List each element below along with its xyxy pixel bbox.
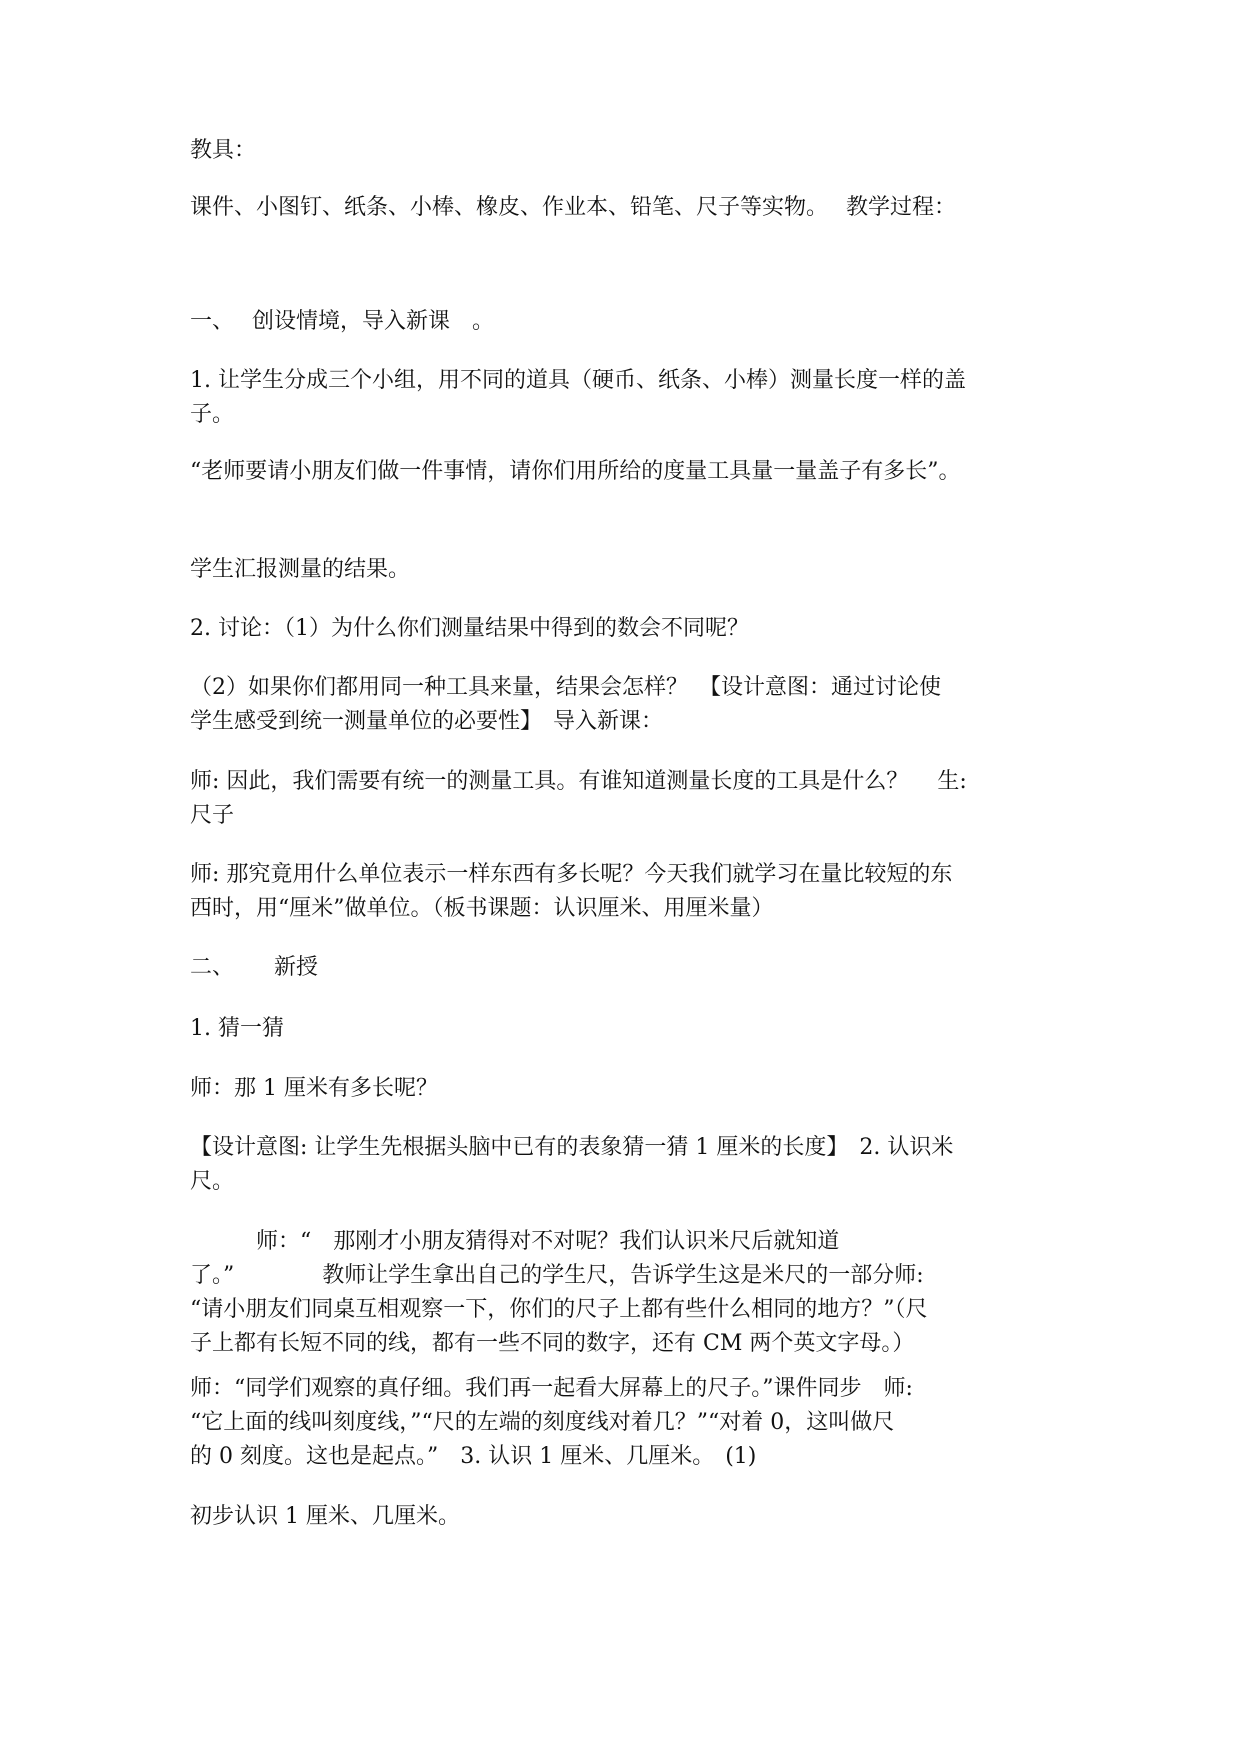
paragraph-one-cm-question [190,1072,1070,1106]
paragraph-design-intent [190,1131,1070,1199]
text-line: 子。 [190,402,235,427]
paragraph-step-1 [190,364,1070,432]
paragraph-teacher-unit [190,858,1070,926]
text-line: 尺子 [190,803,235,828]
text-line: 尺。 [190,1169,235,1194]
paragraph-initial-recognition [190,1500,1070,1534]
text-line: 师：那 1 厘米有多长呢？ [190,1076,438,1101]
text-line: 师: 因此，我们需要有统一的测量工具。有谁知道测量长度的工具是什么？ 生: [190,769,967,794]
text-line: “老师要请小朋友们做一件事情，请你们用所给的度量工具量一量盖子有多长”。 [190,459,961,484]
text-line: 初步认识 1 厘米、几厘米。 [190,1504,460,1529]
paragraph-teaching-aids-heading [190,134,1070,168]
text-line: 1. 猜一猜 [190,1016,284,1041]
section-heading-1 [190,305,1070,339]
text-line: 2. 讨论：（1）为什么你们测量结果中得到的数会不同呢？ [190,616,749,641]
paragraph-teacher-tools [190,765,1070,833]
text-line: （2）如果你们都用同一种工具来量，结果会怎样？ 【设计意图：通过讨论使 [190,675,941,700]
text-line: “它上面的线叫刻度线，”“尺的左端的刻度线对着几？”“对着 0，这叫做尺 [190,1410,895,1435]
text-line: 学生汇报测量的结果。 [190,557,411,582]
text-line: 二、 新授 [190,955,318,980]
section-heading-2 [190,951,1070,985]
text-line: 教具： [190,138,257,163]
paragraph-teaching-aids-list [190,191,1070,225]
text-line: 子上都有长短不同的线，都有一些不同的数字，还有 CM 两个英文字母。） [190,1331,915,1356]
text-line: 西时，用“厘米”做单位。（板书课题：认识厘米、用厘米量） [190,896,774,921]
text-line: 师：“同学们观察的真仔细。我们再一起看大屏幕上的尺子。”课件同步 师: [190,1376,913,1401]
text-line: 课件、小图钉、纸条、小棒、橡皮、作业本、铅笔、尺子等实物。 教学过程： [190,195,956,220]
paragraph-ruler-observation [190,1225,1070,1361]
paragraph-scale-lines [190,1372,1070,1474]
text-line: 1. 让学生分成三个小组，用不同的道具（硬币、纸条、小棒）测量长度一样的盖 [190,368,966,393]
paragraph-discussion-1 [190,612,1070,646]
paragraph-teacher-quote [190,455,1070,489]
text-line: 一、 创设情境，导入新课 。 [190,309,494,334]
text-line: 学生感受到统一测量单位的必要性】 导入新课： [190,709,664,734]
paragraph-guess [190,1012,1070,1046]
paragraph-discussion-2 [190,671,1070,739]
text-line: 【设计意图: 让学生先根据头脑中已有的表象猜一猜 1 厘米的长度】 2. 认识米 [190,1135,954,1160]
text-line: 了。” 教师让学生拿出自己的学生尺，告诉学生这是米尺的一部分师: [190,1263,924,1288]
text-line: 师: 那究竟用什么单位表示一样东西有多长呢？今天我们就学习在量比较短的东 [190,862,953,887]
text-line: 师：“ 那刚才小朋友猜得对不对呢？我们认识米尺后就知道 [190,1229,840,1254]
text-line: 的 0 刻度。这也是起点。” 3. 认识 1 厘米、几厘米。 (1) [190,1444,757,1469]
text-line: “请小朋友们同桌互相观察一下，你们的尺子上都有些什么相同的地方？”（尺 [190,1297,928,1322]
paragraph-student-report [190,553,1070,587]
